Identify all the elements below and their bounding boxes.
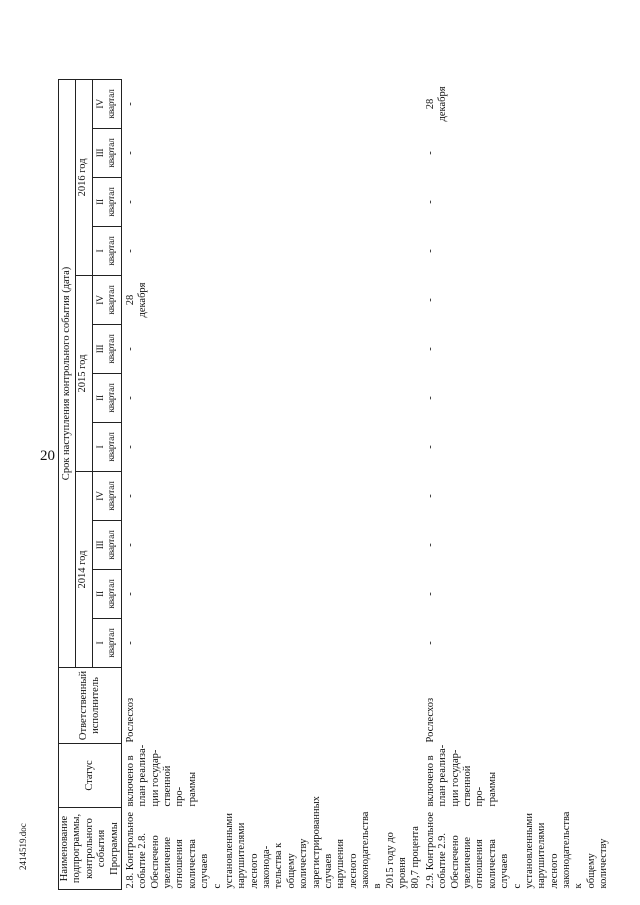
deadline-cell: - (124, 347, 136, 351)
deadline-cell: - (424, 200, 436, 204)
header-quarter: III квартал (92, 325, 121, 374)
deadline-cell: - (424, 445, 436, 449)
deadline-cell: - (124, 249, 136, 253)
header-quarter: IV квартал (92, 79, 121, 128)
event-executor: Рослесхоз (124, 697, 136, 743)
header-quarter: IV квартал (92, 472, 121, 521)
header-quarter: II квартал (92, 178, 121, 227)
header-quarter: I квартал (92, 423, 121, 472)
header-quarter: I квартал (92, 619, 121, 668)
deadline-cell: - (424, 494, 436, 498)
header-quarter: II квартал (92, 570, 121, 619)
deadline-cell: - (424, 249, 436, 253)
header-year: 2016 год (75, 79, 92, 275)
header-quarter: II квартал (92, 374, 121, 423)
event-name: 2.8. Контрольное событие 2.8. Обеспечено увеличение отношения количества случаев с установленными нарушителями лесного законода- тельства к общему количеству зарегистрированных случаев нарушения лесного законодательства в 2015 году до уровня 80,7 процента (124, 796, 421, 889)
header-quarter: III квартал (92, 129, 121, 178)
deadline-cell: - (424, 592, 436, 596)
header-quarter: I квартал (92, 227, 121, 276)
deadline-cell: - (124, 641, 136, 645)
deadline-cell: - (124, 543, 136, 547)
deadline-cell: - (424, 151, 436, 155)
deadline-cell: - (124, 151, 136, 155)
deadline-cell: - (124, 494, 136, 498)
header-deadline: Срок наступления контрольного события (дата) (59, 79, 76, 667)
deadline-cell: - (424, 396, 436, 400)
header-year: 2014 год (75, 472, 92, 668)
deadline-cell: 28 декабря (124, 282, 149, 318)
deadline-cell: - (424, 298, 436, 302)
header-name: Наименование подпрограммы, контрольного события Программы (59, 808, 122, 890)
deadline-cell: - (124, 396, 136, 400)
event-status: включено в план реализа- ции государ- ственной про- граммы (124, 744, 198, 807)
control-events-table (58, 79, 611, 890)
deadline-cell: - (424, 641, 436, 645)
page-number: 20 (40, 448, 55, 464)
event-status: включено в план реализа- ции государ- ственной про- граммы (424, 744, 498, 807)
deadline-cell: - (124, 200, 136, 204)
header-year: 2015 год (75, 276, 92, 472)
header-quarter: III квартал (92, 521, 121, 570)
event-name: 2.9. Контрольное событие 2.9. Обеспечено увеличение отношения количества случаев с установленными нарушителями лесного законодательства к общему количеству (424, 811, 610, 889)
deadline-cell: - (124, 592, 136, 596)
deadline-cell: 28 декабря (424, 86, 449, 122)
deadline-cell: - (424, 347, 436, 351)
header-quarter: IV квартал (92, 276, 121, 325)
event-executor: Рослесхоз (424, 697, 436, 743)
table-row (121, 79, 422, 889)
table-row (422, 79, 611, 889)
deadline-cell: - (424, 543, 436, 547)
header-status: Статус (59, 744, 122, 808)
footer-doc-code: 2414519.doc (18, 823, 28, 870)
deadline-cell: - (124, 445, 136, 449)
header-executor: Ответственный исполнитель (59, 668, 122, 744)
deadline-cell: - (124, 102, 136, 106)
